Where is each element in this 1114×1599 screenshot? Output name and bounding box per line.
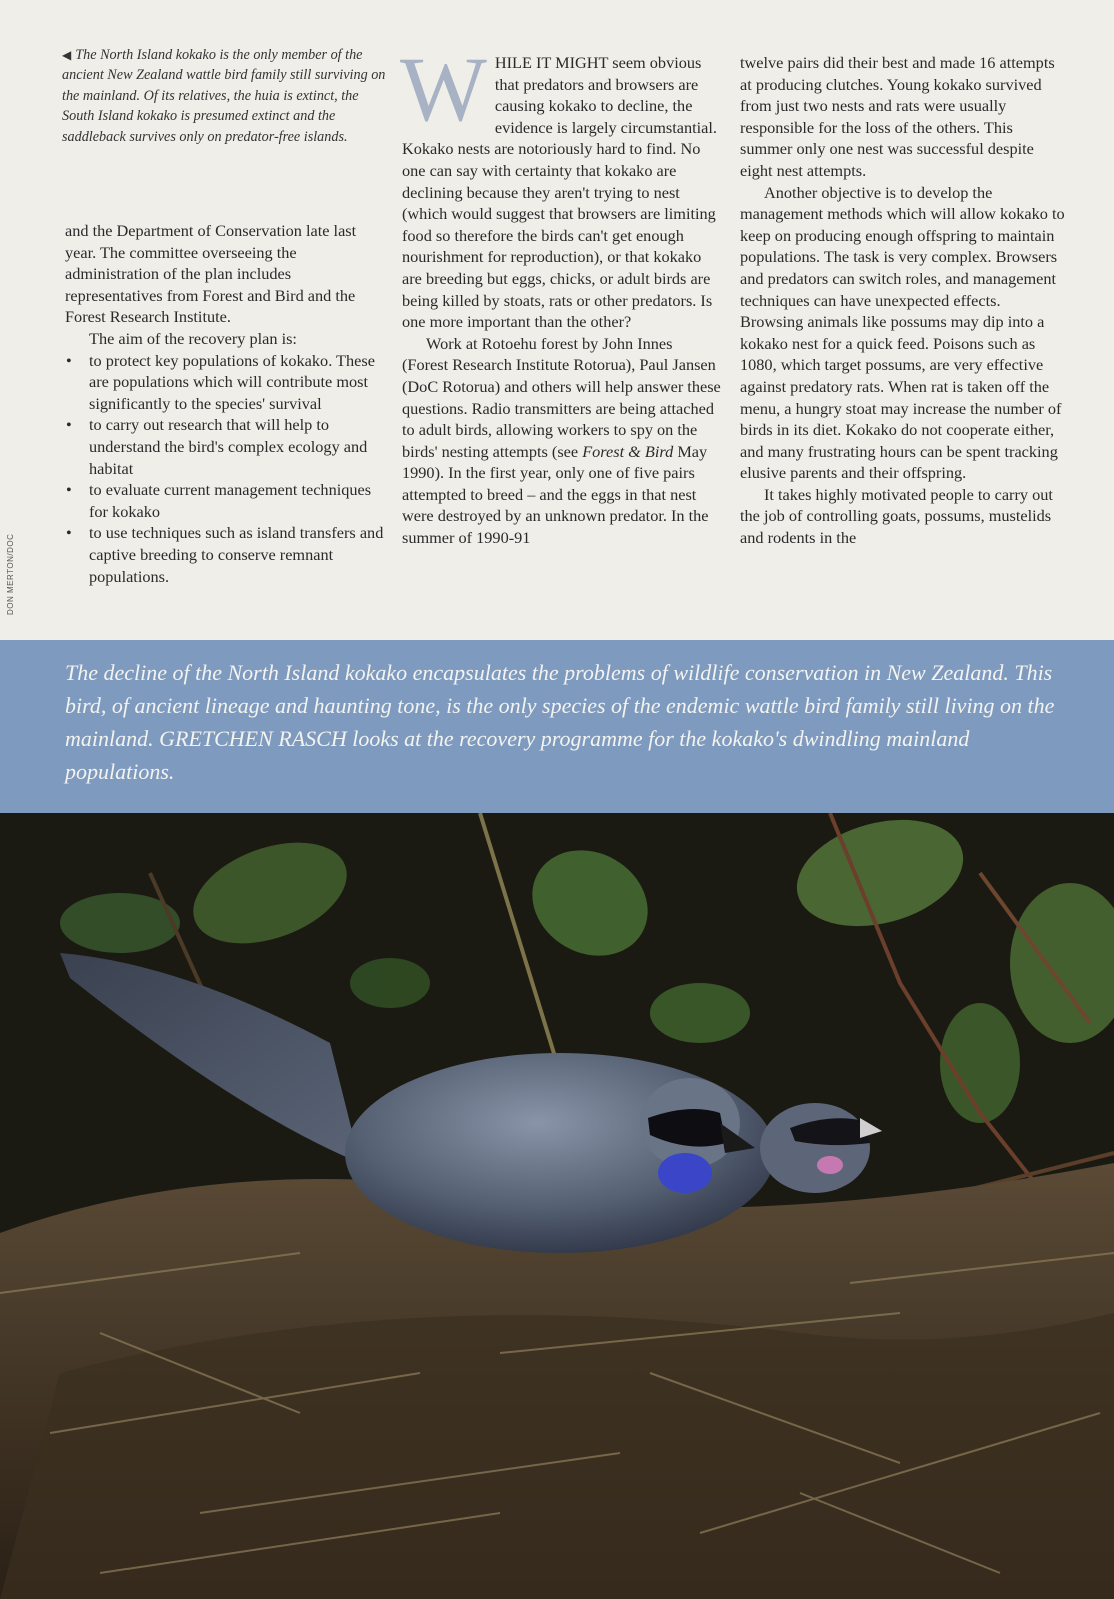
blue-wattle [658,1153,712,1193]
column3-paragraph-3: It takes highly motivated people to carry out the job of controlling goats, possums, mustelids and rodents in the [740,484,1053,548]
column2-paragraph-1-text: seem obvious that predators and browsers are causing kokako to decline, the evidence is largely circumstantial. Kokako nests are notoriously hard to find. No one can say with certainty that kokako are declining because they aren't trying to nest (which would suggest that browsers are limiting food so therefore the birds can't get enough nourishment for reproduction), or that kokako are breeding but eggs, chicks, or adult birds are being killed by stoats, rats or other predators. Is one more important than the other? [402,53,717,332]
caption-text: The North Island kokako is the only member of the ancient New Zealand wattle bird family still surviving on the mainland. Of its relatives, the huia is extinct, the South Island kokako is presumed extinct and the saddleback survives only on predator-free islands. [62,47,386,145]
list-item [65,414,385,479]
recovery-aims-list [65,350,385,588]
pink-wattle [817,1156,843,1174]
list-item-text: to carry out research that will help to understand the bird's complex ecology and habitat [89,415,368,478]
column1-paragraph-1: and the Department of Conservation late last year. The committee overseeing the administration of the plan includes representatives from Forest and Bird and the Forest Research Institute. [65,221,357,327]
bullet-icon: • [66,523,72,543]
article-column-2 [400,38,722,549]
lead-in-text: HILE IT MIGHT [494,53,609,72]
kokako-nest-photo [0,813,1114,1599]
list-item [65,479,385,522]
bullet-icon: • [66,415,72,435]
list-item [65,350,385,415]
column3-paragraph-1: twelve pairs did their best and made 16 attempts at producing clutches. Young kokako survived from just two nests and rats were usually responsible for the loss of the others. This summer only one nest was successful despite eight nest attempts. [740,53,1055,180]
caption-pointer-icon: ◀ [62,48,72,62]
column2-paragraph-2-text-b: May 1990). In the first year, only one of five pairs attempted to breed – and the eggs in that nest were destroyed by an unknown predator. In the summer of 1990-91 [402,441,709,548]
list-item-text: to evaluate current management techniques for kokako [89,480,372,521]
bullet-icon: • [66,350,72,370]
article-column-1 [65,220,385,587]
list-item-text: to use techniques such as island transfers and captive breeding to conserve remnant populations. [89,523,384,586]
list-item [65,522,385,587]
column1-paragraph-2: The aim of the recovery plan is: [89,328,297,348]
list-item-text: to protect key populations of kokako. These are populations which will contribute most significantly to the species' survival [89,350,375,413]
photo-credit: DON MERTON/DOC [6,533,15,615]
column2-paragraph-2-text-a: Work at Rotoehu forest by John Innes (Forest Research Institute Rotorua), Paul Jansen (DoC Rotorua) and others will help answer these questions. Radio transmitters are being attached to adult birds, allowing workers to spy on the birds' nesting attempts (see [402,333,721,461]
magazine-reference: Forest & Bird [582,441,674,461]
drop-cap: W [400,38,487,140]
bullet-icon: • [66,480,72,500]
photo-caption [62,45,390,147]
column2-paragraph-2 [402,333,722,549]
article-column-3 [740,52,1065,549]
standfirst-text: The decline of the North Island kokako encapsulates the problems of wildlife conservation in New Zealand. This bird, of ancient lineage and haunting tone, is the only species of the endemic wattle bird family still living on the mainland. GRETCHEN RASCH looks at the recovery programme for the kokako's dwindling mainland populations. [65,660,1055,784]
column3-paragraph-2: Another objective is to develop the management methods which will allow kokako to keep on producing enough offspring to maintain populations. The task is very complex. Browsers and predators can switch roles, and management techniques can have unexpected effects. Browsing animals like possums may dip into a kokako nest for a quick feed. Poisons such as 1080, which target possums, are very effective against predatory rats. When rat is taken off the menu, a hungry stoat may increase the number of birds in its diet. Kokako do not cooperate either, and many frustrating hours can be spent tracking elusive parents and their offspring. [740,182,1065,483]
column2-paragraph-1 [400,38,722,333]
